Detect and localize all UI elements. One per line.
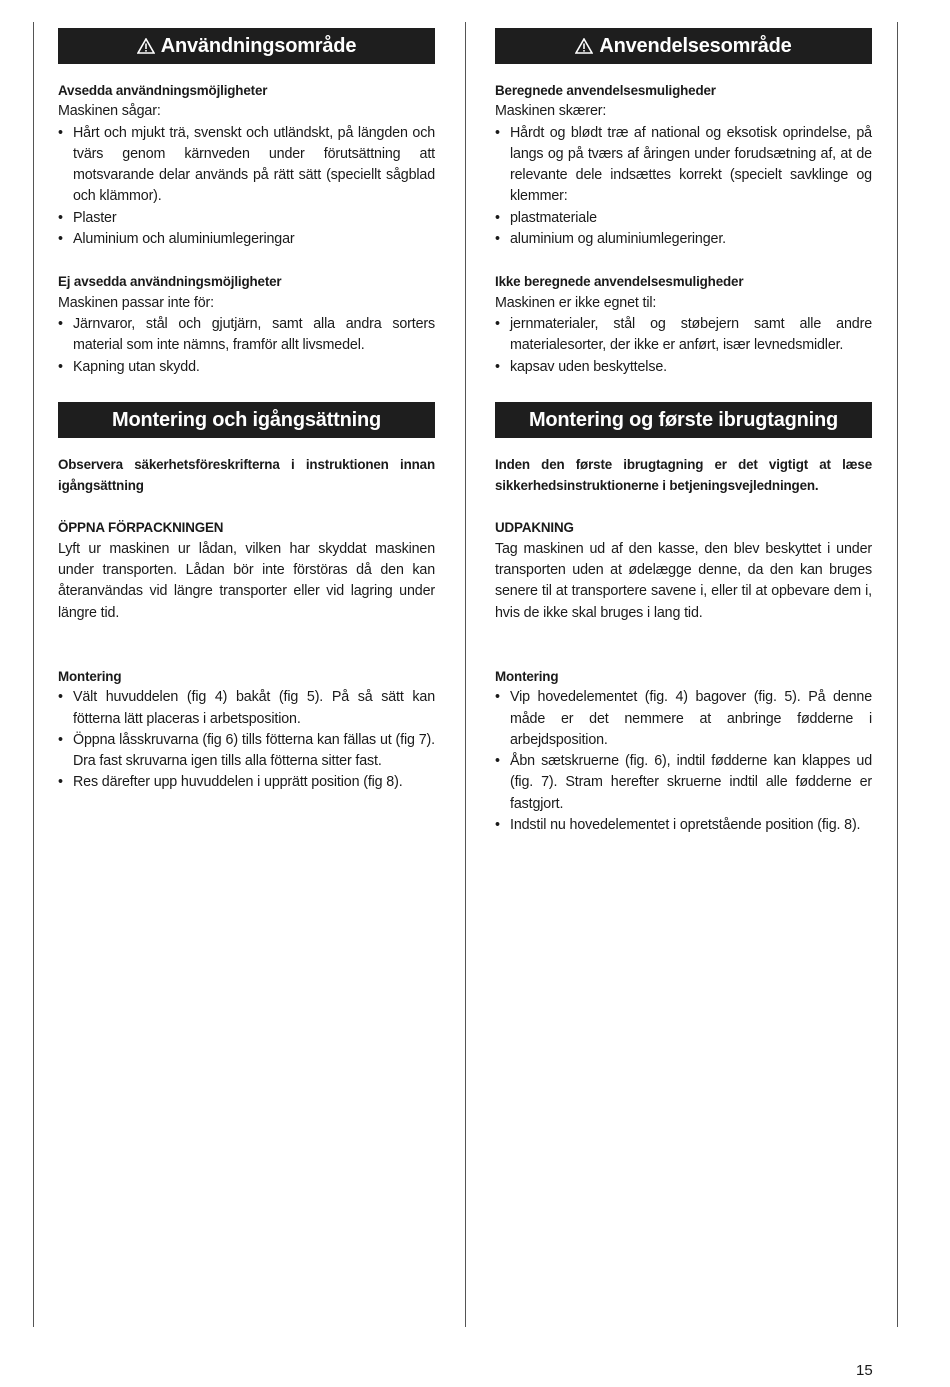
section-title: Montering og første ibrugtagning (528, 408, 839, 431)
assembly-list (495, 687, 872, 836)
list-item: • Öppna låsskruvarna (fig 6) tills fötterna kan fällas ut (fig 7). Dra fast skruvarna igen tills alla fötterna sitter fast. (58, 730, 435, 773)
list-item: • Aluminium och aluminiumlegeringar (58, 229, 435, 250)
subheading-not-intended: Ikke beregnede anvendelsesmuligheder (495, 274, 744, 290)
left-margin-rule (33, 22, 34, 1327)
warning-icon (137, 38, 155, 54)
section-header-usage (495, 28, 872, 64)
safety-note: Inden den første ibrugtagning er det vigtigt at læse sikkerhedsinstruktionerne i betjeningsvejledningen. (495, 456, 872, 494)
list-item: • Res därefter upp huvuddelen i upprätt position (fig 8). (58, 772, 435, 793)
subheading-intended: Avsedda användningsmöjligheter (58, 83, 268, 98)
list-item: • kapsav uden beskyttelse. (495, 357, 872, 378)
subheading-unpacking: ÖPPNA FÖRPACKNINGEN (58, 520, 224, 536)
intro-text: Maskinen er ikke egnet til: (495, 294, 657, 311)
list-item: • Hårt och mjukt trä, svenskt och utländskt, på längden och tvärs genom kärnveden under förutsättning att motsvarande delar används på rätt sätt (speciellt sågblad och klämmor). (58, 123, 435, 208)
right-margin-rule (897, 22, 898, 1327)
subheading-not-intended: Ej avsedda användningsmöjligheter (58, 274, 282, 290)
intended-list (58, 123, 435, 251)
unpacking-text: Lyft ur maskinen ur lådan, vilken har skyddat maskinen under transporten. Lådan bör inte förstöras då den kan återanvändas vid längre transporter eller vid lagring under längre tid. (58, 540, 435, 621)
section-header-assembly (58, 402, 435, 438)
list-item: • Kapning utan skydd. (58, 357, 435, 378)
list-item: • jernmaterialer, stål og støbejern samt alle andre materialesorter, der ikke er anført, især levnedsmidler. (495, 314, 872, 357)
list-item: • Järnvaror, stål och gjutjärn, samt alla andra sorters material som inte nämns, framför allt livsmedel. (58, 314, 435, 357)
intro-text: Maskinen skærer: (495, 103, 607, 120)
section-title: Montering och igångsättning (111, 408, 382, 431)
intro-text: Maskinen passar inte för: (58, 294, 214, 311)
warning-icon (575, 38, 593, 54)
danish-column (495, 28, 872, 836)
assembly-list (58, 687, 435, 793)
not-intended-list (495, 314, 872, 378)
safety-note: Observera säkerhetsföreskrifterna i instruktionen innan igångsättning (58, 456, 435, 494)
section-header-usage (58, 28, 435, 64)
list-item: • Indstil nu hovedelementet i opretstående position (fig. 8). (495, 815, 872, 836)
list-item: • aluminium og aluminiumlegeringer. (495, 229, 872, 250)
list-item: • Vip hovedelementet (fig. 4) bagover (fig. 5). På denne måde er det nemmere at anbringe fødderne i arbejdsposition. (495, 687, 872, 751)
page-number: 15 (856, 1362, 873, 1379)
section-title: Användningsområde (160, 35, 357, 57)
center-column-rule (465, 22, 466, 1327)
list-item: • Plaster (58, 208, 435, 229)
list-item: • Vält huvuddelen (fig 4) bakåt (fig 5). På så sätt kan fötterna lätt placeras i arbetsposition. (58, 687, 435, 730)
list-item: • plastmateriale (495, 208, 872, 229)
subheading-montering: Montering (58, 668, 122, 684)
subheading-unpacking: UDPAKNING (495, 520, 574, 536)
section-title: Anvendelsesområde (599, 35, 792, 57)
list-item: • Hårdt og blødt træ af national og eksotisk oprindelse, på langs og på tværs af åringen under forudsætning af, at de relevante dele indsættes korrekt (specielt savklinge og klemmer: (495, 123, 872, 208)
section-header-assembly (495, 402, 872, 438)
intended-list (495, 123, 872, 251)
intro-text: Maskinen sågar: (58, 103, 161, 120)
list-item: • Åbn sætskruerne (fig. 6), indtil fødderne kan klappes ud (fig. 7). Stram herefter skruerne indtil alle fødderne er fastgjort. (495, 751, 872, 815)
subheading-intended: Beregnede anvendelsesmuligheder (495, 83, 716, 98)
not-intended-list (58, 314, 435, 378)
swedish-column (58, 28, 435, 794)
unpacking-text: Tag maskinen ud af den kasse, den blev beskyttet i under transporten uden at ødelægge denne, da den kan bruges senere til at transportere savene i, eller til at opbevare dem i, hvis de ikke skal bruges i lang tid. (495, 540, 872, 621)
subheading-montering: Montering (495, 668, 559, 684)
